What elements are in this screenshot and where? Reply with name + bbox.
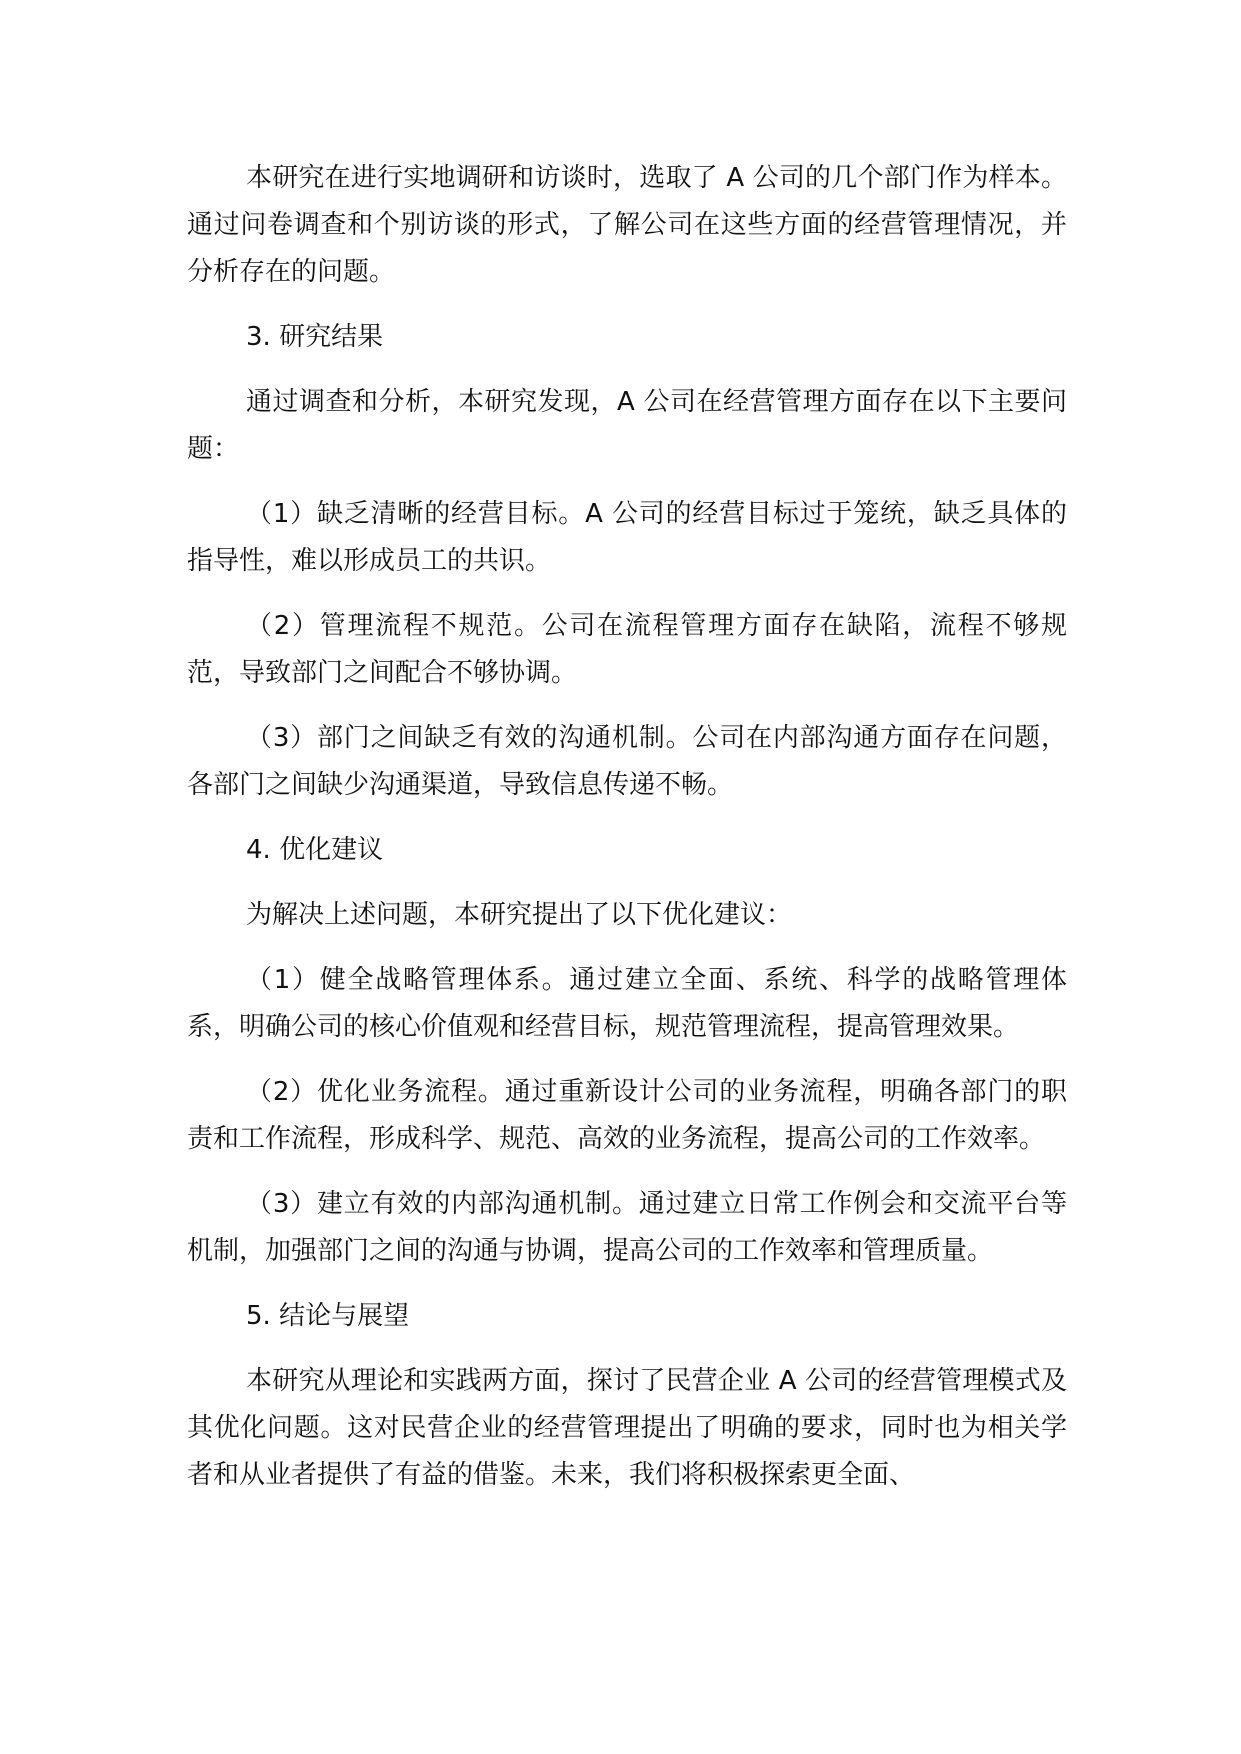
paragraph-suggestion-2: （2）优化业务流程。通过重新设计公司的业务流程，明确各部门的职责和工作流程，形成科学、规范、高效的业务流程，提高公司的工作效率。 bbox=[187, 1077, 1067, 1154]
section-heading-results: 3. 研究结果 bbox=[246, 322, 384, 352]
paragraph-problem-3: （3）部门之间缺乏有效的沟通机制。公司在内部沟通方面存在问题，各部门之间缺少沟通渠道，导致信息传递不畅。 bbox=[187, 723, 1067, 800]
paragraph-sampling: 本研究在进行实地调研和访谈时，选取了 A 公司的几个部门作为样本。通过问卷调查和个别访谈的形式，了解公司在这些方面的经营管理情况，并分析存在的问题。 bbox=[187, 163, 1067, 287]
paragraph-suggestions-intro: 为解决上述问题，本研究提出了以下优化建议： bbox=[246, 900, 793, 930]
paragraph-problem-1: （1）缺乏清晰的经营目标。A 公司的经营目标过于笼统，缺乏具体的指导性，难以形成员工的共识。 bbox=[187, 499, 1067, 576]
paragraph-suggestion-1: （1）健全战略管理体系。通过建立全面、系统、科学的战略管理体系，明确公司的核心价值观和经营目标，规范管理流程，提高管理效果。 bbox=[187, 965, 1067, 1042]
paragraph-problem-2: （2）管理流程不规范。公司在流程管理方面存在缺陷，流程不够规范，导致部门之间配合不够协调。 bbox=[187, 611, 1067, 688]
paragraph-findings-intro: 通过调查和分析，本研究发现，A 公司在经营管理方面存在以下主要问题： bbox=[187, 387, 1067, 464]
document-body bbox=[187, 155, 1067, 1517]
section-heading-suggestions: 4. 优化建议 bbox=[246, 835, 384, 865]
paragraph-conclusion: 本研究从理论和实践两方面，探讨了民营企业 A 公司的经营管理模式及其优化问题。这对民营企业的经营管理提出了明确的要求，同时也为相关学者和从业者提供了有益的借鉴。未来，我们将积极探索更全面、 bbox=[187, 1366, 1067, 1490]
section-heading-conclusion: 5. 结论与展望 bbox=[246, 1301, 410, 1331]
paragraph-suggestion-3: （3）建立有效的内部沟通机制。通过建立日常工作例会和交流平台等机制，加强部门之间的沟通与协调，提高公司的工作效率和管理质量。 bbox=[187, 1189, 1067, 1266]
